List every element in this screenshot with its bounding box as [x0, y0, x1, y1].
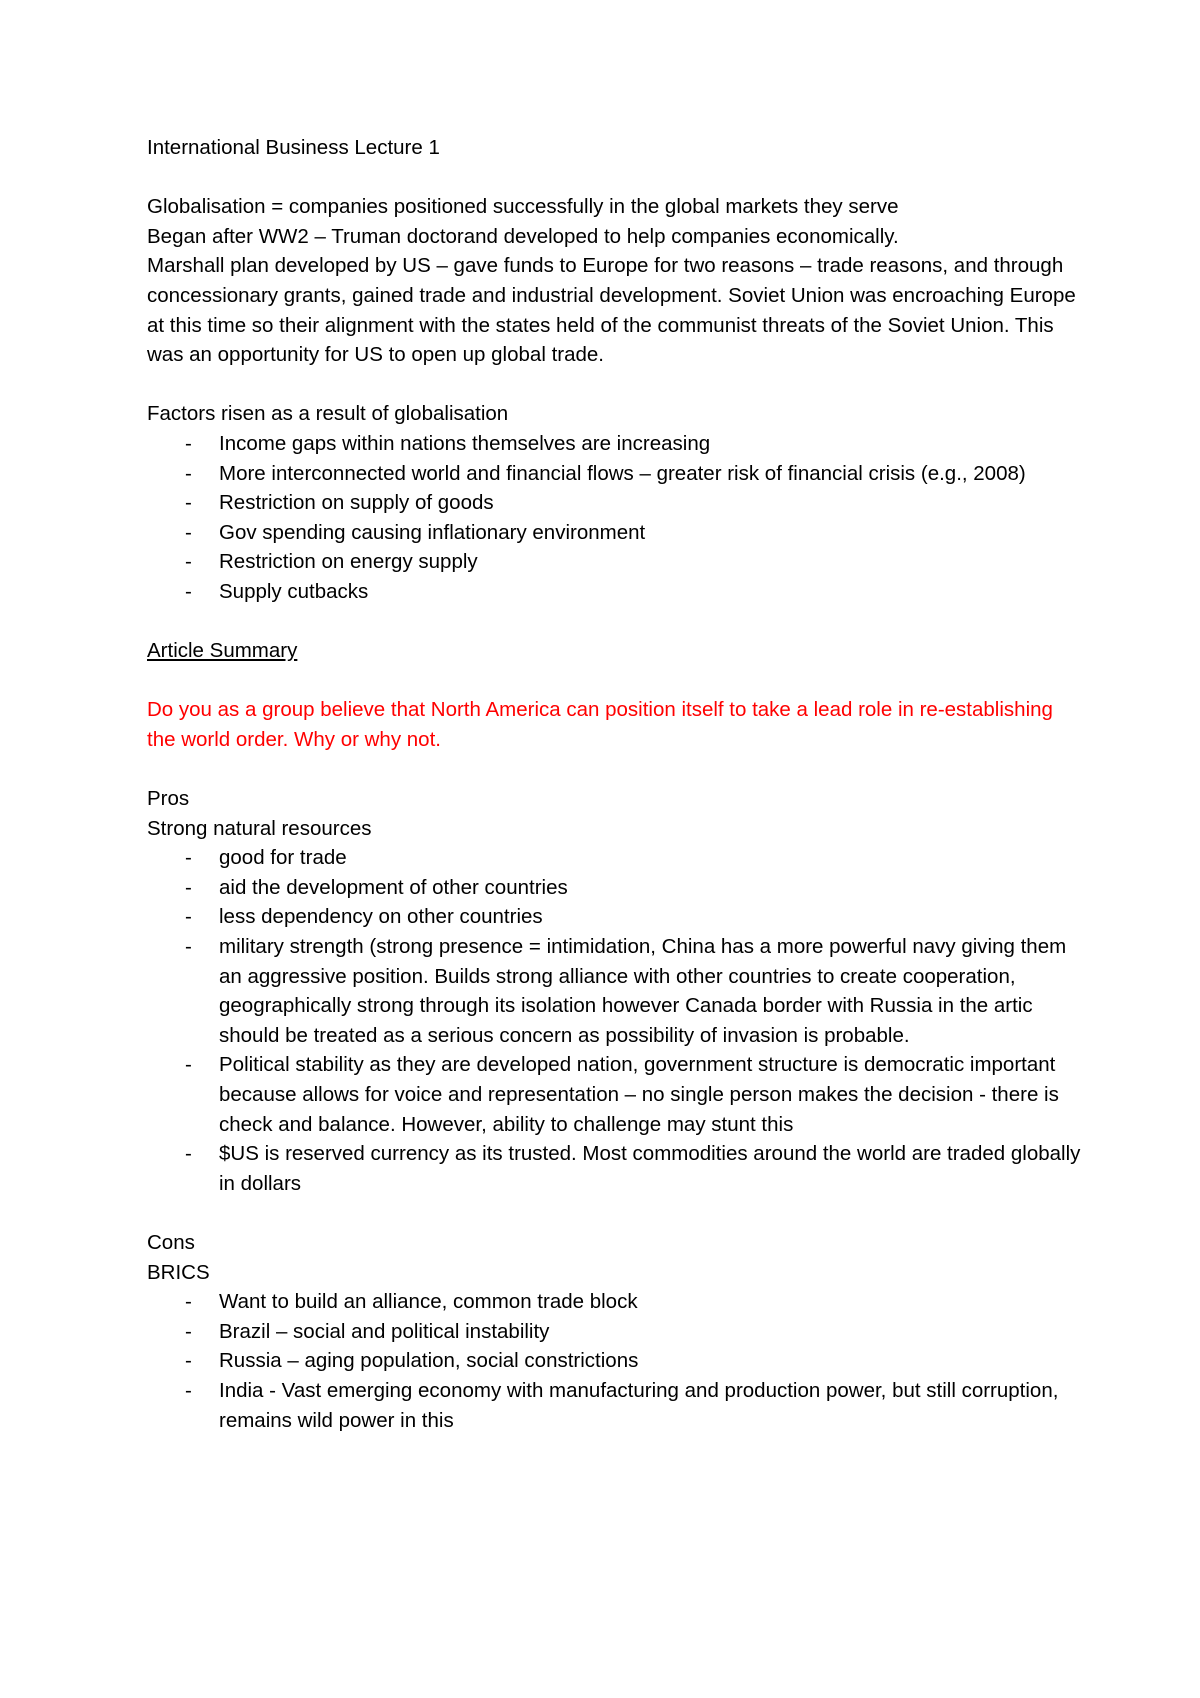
list-item: - Supply cutbacks — [147, 577, 1087, 607]
list-item: - Want to build an alliance, common trade block — [147, 1287, 1087, 1317]
spacer — [147, 666, 1087, 696]
pros-subheading: Strong natural resources — [147, 816, 372, 840]
list-item: - More interconnected world and financial flows – greater risk of financial crisis (e.g., 2008) — [147, 459, 1087, 489]
spacer — [147, 754, 1087, 784]
list-item: - Restriction on energy supply — [147, 547, 1087, 577]
cons-list — [147, 1287, 1087, 1435]
pros-list — [147, 843, 1087, 1198]
document-page — [147, 133, 1087, 1435]
cons-heading: Cons — [147, 1230, 195, 1254]
intro-origin: Began after WW2 – Truman doctorand developed to help companies economically. — [147, 224, 899, 248]
factors-list — [147, 429, 1087, 607]
list-item: - $US is reserved currency as its trusted. Most commodities around the world are traded globally in dollars — [147, 1139, 1087, 1198]
list-item: - India - Vast emerging economy with manufacturing and production power, but still corruption, remains wild power in this — [147, 1376, 1087, 1435]
list-item: - Income gaps within nations themselves are increasing — [147, 429, 1087, 459]
factors-heading: Factors risen as a result of globalisation — [147, 402, 509, 426]
discussion-question: Do you as a group believe that North America can position itself to take a lead role in re-establishing the world order. Why or why not. — [147, 698, 1053, 751]
list-item: - Brazil – social and political instability — [147, 1317, 1087, 1347]
pros-heading: Pros — [147, 787, 190, 811]
spacer — [147, 1198, 1087, 1228]
intro-marshall-plan: Marshall plan developed by US – gave funds to Europe for two reasons – trade reasons, and through concessionary grants, gained trade and industrial development. Soviet Union was encroaching Europe at this time so their alignment with the states held of the communist threats of the Soviet Union. This was an opportunity for US to open up global trade. — [147, 254, 1076, 367]
list-item: - good for trade — [147, 843, 1087, 873]
list-item: - aid the development of other countries — [147, 873, 1087, 903]
list-item: - Gov spending causing inflationary environment — [147, 518, 1087, 548]
document-title: International Business Lecture 1 — [147, 136, 440, 159]
list-item: - Russia – aging population, social constrictions — [147, 1346, 1087, 1376]
spacer — [147, 607, 1087, 637]
spacer — [147, 370, 1087, 400]
spacer — [147, 163, 1087, 193]
cons-subheading: BRICS — [147, 1260, 210, 1284]
list-item: - Restriction on supply of goods — [147, 488, 1087, 518]
article-summary-heading: Article Summary — [147, 639, 298, 663]
list-item: - less dependency on other countries — [147, 902, 1087, 932]
list-item: - Political stability as they are developed nation, government structure is democratic important because allows for voice and representation – no single person makes the decision - there is check and balance. However, ability to challenge may stunt this — [147, 1050, 1087, 1139]
list-item: - military strength (strong presence = intimidation, China has a more powerful navy giving them an aggressive position. Builds strong alliance with other countries to create cooperation, geographically strong through its isolation however Canada border with Russia in the artic should be treated as a serious concern as possibility of invasion is probable. — [147, 932, 1087, 1050]
intro-definition: Globalisation = companies positioned successfully in the global markets they serve — [147, 195, 899, 219]
